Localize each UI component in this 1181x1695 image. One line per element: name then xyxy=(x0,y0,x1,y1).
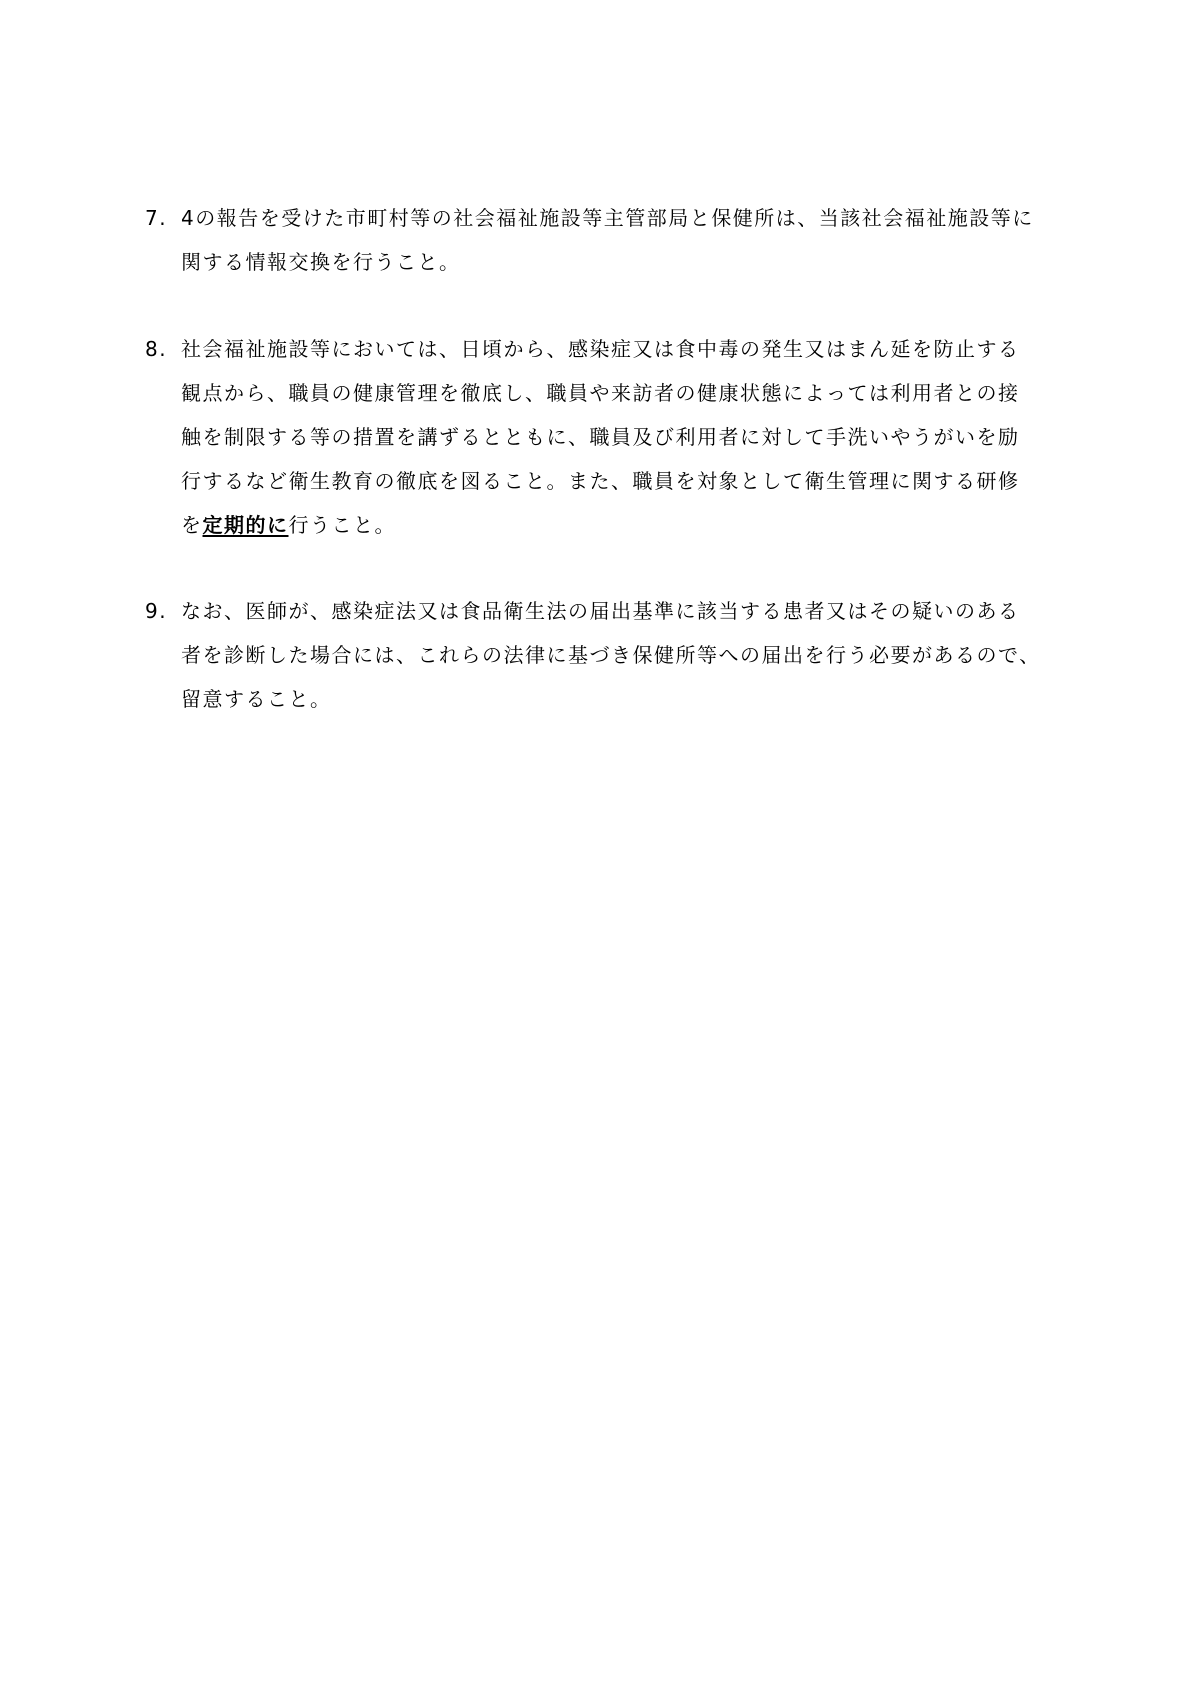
item-text: 4の報告を受けた市町村等の社会福祉施設等主管部局と保健所は、当該社会福祉施設等に xyxy=(181,206,1034,230)
item-text-suffix: 行うこと。 xyxy=(288,513,396,537)
item-text: 者を診断した場合には、これらの法律に基づき保健所等への届出を行う必要があるので、 xyxy=(181,643,1041,667)
item-9-line-2 xyxy=(145,633,1045,677)
item-text: 観点から、職員の健康管理を徹底し、職員や来訪者の健康状態によっては利用者との接 xyxy=(181,381,1020,405)
list-item-9 xyxy=(145,589,1045,721)
emphasized-text: 定期的に xyxy=(202,513,289,537)
item-8-line-3 xyxy=(145,415,1045,459)
item-8-line-1 xyxy=(145,327,1045,371)
item-text: なお、医師が、感染症法又は食品衛生法の届出基準に該当する患者又はその疑いのある xyxy=(181,599,1020,623)
item-text: 行するなど衛生教育の徹底を図ること。また、職員を対象として衛生管理に関する研修 xyxy=(181,469,1020,493)
item-text-prefix: を xyxy=(181,513,203,537)
item-number: 8. xyxy=(145,337,168,361)
item-9-line-3 xyxy=(145,677,1045,721)
list-item-8 xyxy=(145,327,1045,547)
item-8-line-5 xyxy=(145,503,1045,547)
item-8-line-4 xyxy=(145,459,1045,503)
item-7-line-2 xyxy=(145,240,1045,284)
item-text: 社会福祉施設等においては、日頃から、感染症又は食中毒の発生又はまん延を防止する xyxy=(181,337,1020,361)
item-text: 関する情報交換を行うこと。 xyxy=(181,250,461,274)
item-7-line-1 xyxy=(145,196,1045,240)
item-text: 留意すること。 xyxy=(181,687,332,711)
item-number: 9. xyxy=(145,599,168,623)
item-number: 7. xyxy=(145,206,168,230)
item-8-line-2 xyxy=(145,371,1045,415)
item-text: 触を制限する等の措置を講ずるとともに、職員及び利用者に対して手洗いやうがいを励 xyxy=(181,425,1020,449)
item-9-line-1 xyxy=(145,589,1045,633)
list-item-7 xyxy=(145,196,1045,284)
